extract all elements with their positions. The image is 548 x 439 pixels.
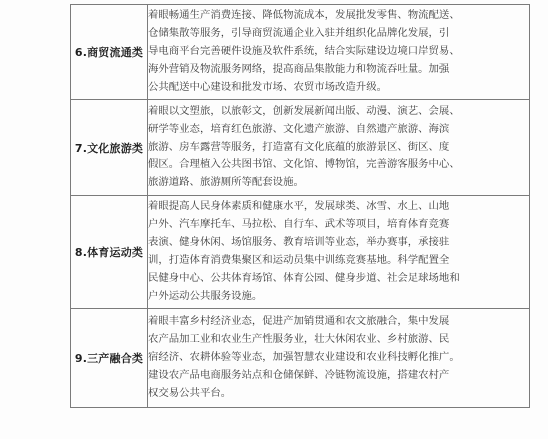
description-line: 旅游、房车露营等服务，打造富有文化底蕴的旅游景区、街区、度 — [148, 140, 450, 153]
category-cell — [71, 309, 148, 408]
description-line: 户外运动公共服务设施。 — [148, 289, 263, 302]
category-label: 7.文化旅游类 — [74, 141, 144, 155]
description-line: 权交易公共平台。 — [148, 386, 232, 399]
category-label: 6.商贸流通类 — [74, 46, 144, 59]
description-cell — [148, 5, 530, 100]
description-cell — [148, 196, 530, 309]
table-row — [71, 5, 530, 100]
description-line: 表演、健身休闲、场馆服务、教育培训等业态，举办赛事，承接驻 — [148, 236, 450, 249]
description-line: 着眼以文塑旅，以旅彰文，创新发展新闻出版、动漫、演艺、会展、 — [148, 104, 460, 117]
category-label: 9.三产融合类 — [74, 352, 144, 365]
description-line: 海外营销及物流服务网络，提高商品集散能力和物流吞吐量。加强 — [148, 62, 450, 75]
description-cell — [148, 100, 530, 196]
description-line: 着眼提高人民身体素质和健康水平，发展球类、冰雪、水上、山地 — [148, 200, 450, 213]
category-label: 8.体育运动类 — [74, 246, 144, 259]
description-line: 仓储集散等服务，引导商贸流通企业入驻并组织化品牌化发展，引 — [148, 27, 450, 40]
description-line: 训，打造体育消费集聚区和运动员集中训练竞赛基地。科学配置全 — [148, 254, 450, 266]
table-row — [71, 309, 530, 408]
industry-category-table — [70, 4, 530, 408]
description-line: 研学等业态，培育红色旅游、文化遗产旅游、自然遗产旅游、海滨 — [148, 122, 450, 135]
category-cell — [71, 100, 148, 196]
description-line: 着眼畅通生产消费连接、降低物流成本，发展批发零售、物流配送、 — [148, 9, 460, 22]
description-line: 旅游道路、旅游厕所等配套设施。 — [148, 176, 304, 189]
description-line: 建设农产品电商服务站点和仓储保鲜、冷链物流设施，搭建农村产 — [148, 368, 450, 381]
table-row — [71, 196, 530, 309]
table-row — [71, 100, 530, 196]
description-line: 民健身中心、公共体育场馆、体育公园、健身步道、社会足球场地和 — [148, 271, 460, 284]
description-line: 农产品加工业和农业生产性服务业，壮大休闲农业、乡村旅游、民 — [148, 333, 450, 346]
description-cell — [148, 309, 530, 408]
category-cell — [71, 5, 148, 100]
category-cell — [71, 196, 148, 309]
description-line: 公共配送中心建设和批发市场、农贸市场改造升级。 — [148, 80, 387, 93]
description-line: 假区。合理植入公共图书馆、文化馆、博物馆，完善游客服务中心、 — [148, 158, 460, 171]
description-line: 宿经济、农耕体验等业态，加强智慧农业建设和农业科技孵化推广。 — [148, 351, 460, 364]
description-line: 着眼丰富乡村经济业态，促进产加销贯通和农文旅融合，集中发展 — [148, 315, 450, 328]
description-line: 户外、汽车摩托车、马拉松、自行车、武术等项目，培育体育竞赛 — [148, 218, 450, 231]
description-line: 导电商平台完善硬件设施及软件系统，结合实际建设边境口岸贸易、 — [148, 45, 460, 58]
